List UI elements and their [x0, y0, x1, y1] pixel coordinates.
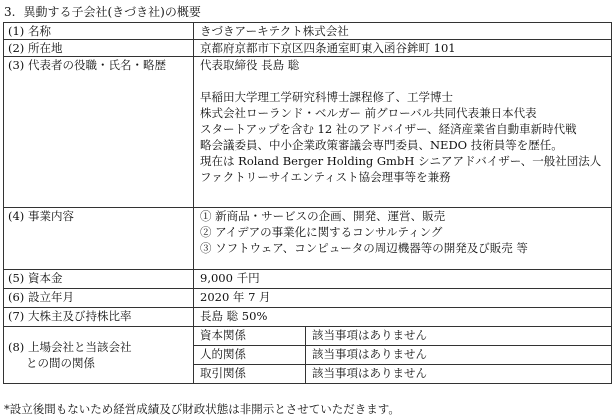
representative-title-name: 代表取締役 長島 聡	[200, 58, 300, 72]
business-value	[194, 208, 612, 270]
relationship-type: 取引関係	[194, 365, 306, 384]
table-row-business	[4, 208, 612, 270]
business-item: ③ ソフトウェア、コンピュータの周辺機器等の開発及び販売 等	[200, 241, 528, 255]
table-row-address	[4, 40, 612, 57]
career-line: 現在は Roland Berger Holding GmbH シニアアドバイザー、一般社団法人	[200, 154, 602, 168]
table-row-capital	[4, 270, 612, 289]
relationship-type: 資本関係	[194, 327, 306, 346]
relationship-label-line2: との間の関係	[26, 356, 95, 370]
section-title: 異動する子会社(きづき社)の概要	[23, 5, 201, 19]
relationship-value: 該当事項はありません	[306, 365, 612, 384]
career-line: 早稲田大学理工学研究科博士課程修了、工学博士	[200, 90, 453, 104]
company-overview-table	[3, 22, 612, 384]
career-line: 株式会社ローランド・ベルガー 前グローバル共同代表兼日本代表	[200, 106, 537, 120]
representative-label: (3) 代表者の役職・氏名・略歴	[4, 57, 194, 208]
relationship-type: 人的関係	[194, 346, 306, 365]
career-line: ファクトリーサイエンティスト協会理事等を兼務	[200, 170, 451, 184]
table-row-relationship	[4, 327, 612, 346]
relationship-value: 該当事項はありません	[306, 346, 612, 365]
table-row-name	[4, 23, 612, 40]
established-label: (6) 設立年月	[4, 289, 194, 308]
table-row-established	[4, 289, 612, 308]
shareholders-label: (7) 大株主及び持株比率	[4, 308, 194, 327]
table-row-shareholders	[4, 308, 612, 327]
address-value: 京都府京都市下京区四条通室町東入函谷鉾町 101	[194, 40, 612, 57]
business-label: (4) 事業内容	[4, 208, 194, 270]
section-number: 3.	[4, 5, 16, 19]
address-label: (2) 所在地	[4, 40, 194, 57]
shareholders-value: 長島 聡 50%	[194, 308, 612, 327]
relationship-label	[4, 327, 194, 384]
relationship-value: 該当事項はありません	[306, 327, 612, 346]
representative-value	[194, 57, 612, 208]
name-label: (1) 名称	[4, 23, 194, 40]
business-item: ② アイデアの事業化に関するコンサルティング	[200, 225, 443, 239]
career-line: 略会議委員、中小企業政策審議会専門委員、NEDO 技術員等を歴任。	[200, 138, 563, 152]
spacer	[200, 73, 611, 89]
section-heading	[4, 4, 201, 20]
business-item: ① 新商品・サービスの企画、開発、運営、販売	[200, 209, 446, 223]
table-row-representative	[4, 57, 612, 208]
footnote: *設立後間もないため経営成績及び財政状態は非開示とさせていただきます。	[4, 402, 400, 416]
name-value: きづきアーキテクト株式会社	[194, 23, 612, 40]
career-line: スタートアップを含む 12 社のアドバイザー、経済産業省自動車新時代戦	[200, 122, 577, 136]
capital-label: (5) 資本金	[4, 270, 194, 289]
established-value: 2020 年 7 月	[194, 289, 612, 308]
relationship-label-line1: (8) 上場会社と当該会社	[8, 340, 132, 354]
capital-value: 9,000 千円	[194, 270, 612, 289]
